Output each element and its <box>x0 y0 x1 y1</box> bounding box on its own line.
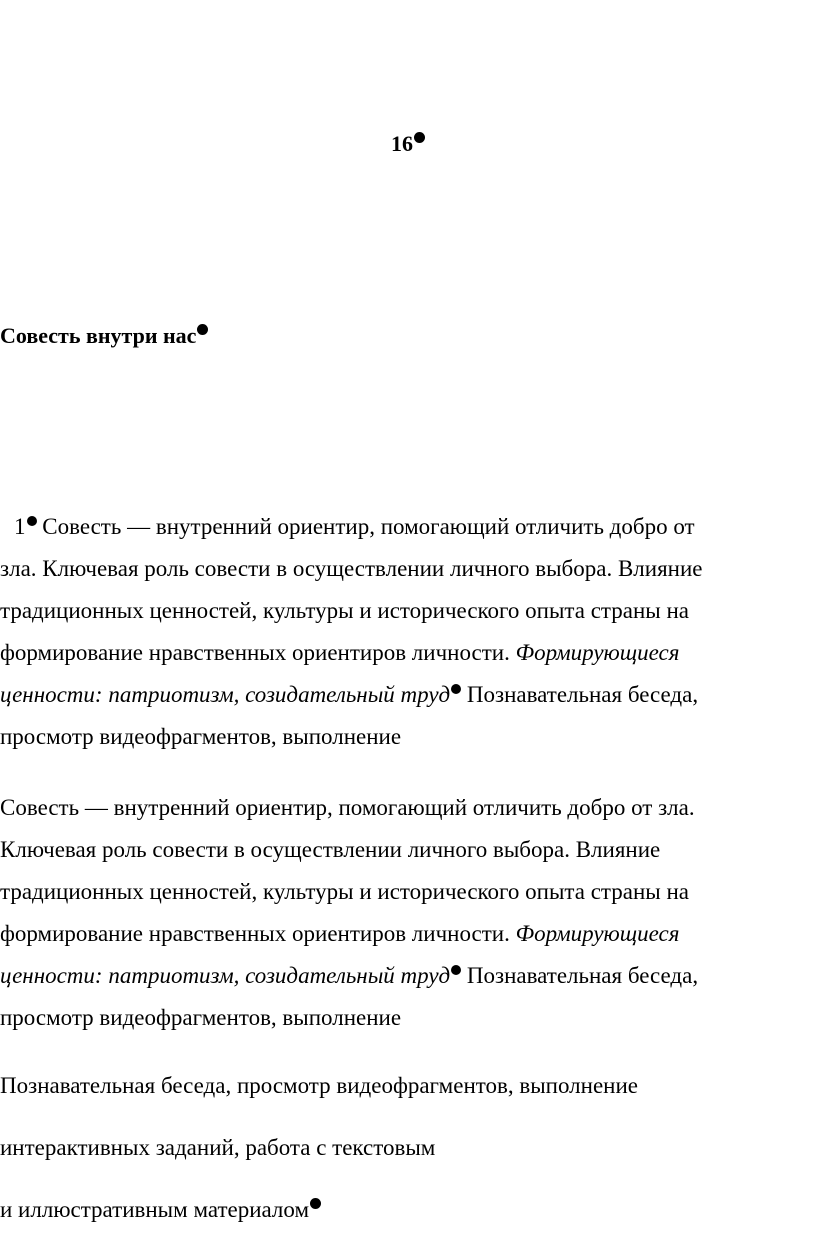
line-text: Познавательная беседа, <box>466 963 699 988</box>
line-text: Познавательная беседа, <box>466 682 699 707</box>
bullet-icon <box>451 684 461 694</box>
paragraph-line: Совесть — внутренний ориентир, помогающий отличить добро от зла. <box>0 795 695 820</box>
paragraph-line: традиционных ценностей, культуры и исторического опыта страны на <box>0 879 689 904</box>
content-paragraph-1 <box>0 506 812 758</box>
values-label: Формирующиеся <box>515 640 680 665</box>
line-text: Совесть — внутренний ориентир, помогающий отличить добро от <box>42 514 695 539</box>
bullet-icon <box>414 132 425 143</box>
activities-line: Познавательная беседа, просмотр видеофрагментов, выполнение <box>0 1073 639 1098</box>
paragraph-line <box>0 506 812 548</box>
page-title <box>0 320 208 352</box>
paragraph-line <box>0 632 812 674</box>
content-paragraph-2 <box>0 787 812 1039</box>
paragraph-line: зла. Ключевая роль совести в осуществлении личного выбора. Влияние <box>0 556 703 581</box>
activities-line: интерактивных заданий, работа с текстовым <box>0 1135 436 1160</box>
paragraph-line: просмотр видеофрагментов, выполнение <box>0 1005 402 1030</box>
item-number: 1 <box>14 514 26 539</box>
line-text: и иллюстративным материалом <box>0 1197 310 1222</box>
paragraph-line <box>0 674 812 716</box>
bullet-icon <box>451 965 461 975</box>
page-number-text: 16 <box>391 131 413 156</box>
paragraph-line: традиционных ценностей, культуры и исторического опыта страны на <box>0 598 689 623</box>
line-text: формирование нравственных ориентиров личности. <box>0 640 510 665</box>
values-text: ценности: патриотизм, созидательный труд <box>0 963 451 988</box>
values-label: Формирующиеся <box>515 921 680 946</box>
paragraph-line: просмотр видеофрагментов, выполнение <box>0 724 402 749</box>
values-text: ценности: патриотизм, созидательный труд <box>0 682 451 707</box>
bullet-icon <box>27 516 37 526</box>
activities-line <box>0 1194 321 1226</box>
paragraph-line: Ключевая роль совести в осуществлении личного выбора. Влияние <box>0 837 661 862</box>
line-text: формирование нравственных ориентиров личности. <box>0 921 510 946</box>
paragraph-line <box>0 913 812 955</box>
title-text: Совесть внутри нас <box>0 323 197 348</box>
page-number <box>0 128 816 160</box>
paragraph-line <box>0 955 812 997</box>
bullet-icon <box>197 324 208 335</box>
bullet-icon <box>310 1198 321 1209</box>
